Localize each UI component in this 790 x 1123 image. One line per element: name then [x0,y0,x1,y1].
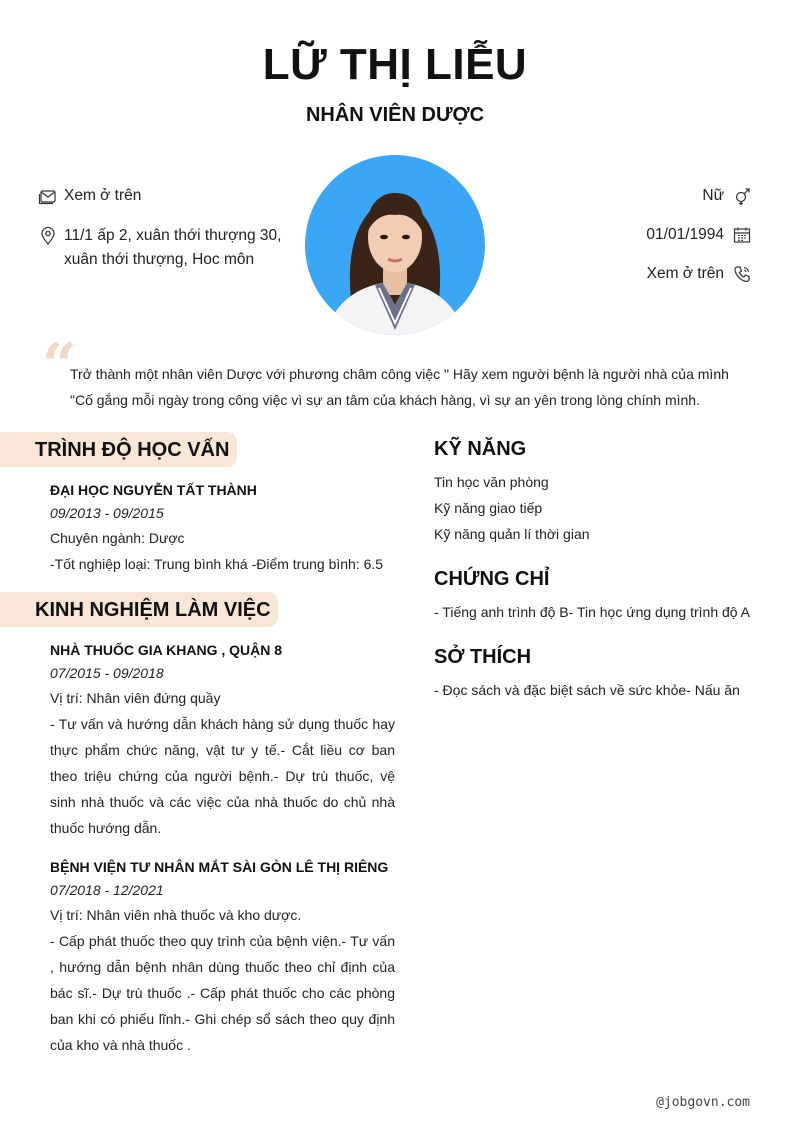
skill-item: Kỹ năng quản lí thời gian [434,526,590,542]
hobbies-heading: SỞ THÍCH [434,646,532,668]
quote-mark-icon: “ [42,331,77,401]
job-company: BỆNH VIỆN TƯ NHÂN MẮT SÀI GÒN LÊ THỊ RIÊNG [50,859,389,875]
job-title: NHÂN VIÊN DƯỢC [305,104,485,126]
skills-heading: KỸ NĂNG [434,438,527,460]
job-description: - Cấp phát thuốc theo quy trình của bệnh viện.- Tư vấn , hướng dẫn bệnh nhân dùng thuốc theo chỉ định của bác sĩ.- Dự trù thuốc .- Cấp phát thuốc cho các phòng ban khi có phiếu lĩnh.- Ghi chép sổ sách theo quy định của kho và nhà thuốc . [50,933,395,1053]
skill-item: Tin học văn phòng [434,474,549,490]
contact-address [38,224,298,272]
certificates-heading: CHỨNG CHỈ [434,568,550,590]
contact-email-text: Xem ở trên [64,187,142,204]
phone-icon [732,264,752,284]
education-school: ĐẠI HỌC NGUYỄN TẤT THÀNH [50,482,257,498]
gender-icon [732,186,752,206]
candidate-name: LỮ THỊ LIỄU [262,40,528,89]
contact-dob-text: 01/01/1994 [646,226,724,243]
contact-phone [647,262,752,286]
contact-gender [702,184,752,208]
contact-email [38,184,141,208]
contact-phone-text: Xem ở trên [646,265,724,282]
calendar-icon [732,225,752,245]
job-period: 07/2018 - 12/2021 [50,882,164,898]
contact-gender-text: Nữ [702,187,724,204]
mail-icon [38,186,58,206]
experience-heading: KINH NGHIỆM LÀM VIỆC [0,592,278,627]
job-period: 07/2015 - 09/2018 [50,665,164,681]
hobbies-text: - Đọc sách và đặc biệt sách về sức khỏe- Nấu ăn [434,682,740,698]
education-heading: TRÌNH ĐỘ HỌC VẤN [0,432,237,467]
profile-photo [305,155,485,335]
job-description: - Tư vấn và hướng dẫn khách hàng sử dụng thuốc hay thực phẩm chức năng, vật tư y tế.- Cắt liều cơ ban theo triệu chứng của người bệnh.- Dự trù thuốc, vệ sinh nhà thuốc và các việc của nhà thuốc do chủ nhà thuốc hướng dẫn. [50,716,395,836]
education-major: Chuyên ngành: Dược [50,530,185,546]
location-pin-icon [38,226,58,246]
contact-address-text: 11/1 ấp 2, xuân thới thượng 30, xuân thới thượng, Hoc môn [64,227,282,268]
job-position: Vị trí: Nhân viên đứng quầy [50,690,221,706]
education-period: 09/2013 - 09/2015 [50,505,164,521]
career-objective: Trở thành một nhân viên Dược với phương châm công việc " Hãy xem người bệnh là người nhà của mình "Cố gắng mỗi ngày trong công việc vì sự an tâm của khách hàng, vì sự an yên trong lòng chính mình. [70,366,729,408]
contact-dob [646,223,752,247]
skill-item: Kỹ năng giao tiếp [434,500,543,516]
education-note: -Tốt nghiệp loại: Trung bình khá -Điểm trung bình: 6.5 [50,556,384,572]
job-position: Vị trí: Nhân viên nhà thuốc và kho dược. [50,907,302,923]
certificates-text: - Tiếng anh trình độ B- Tin học ứng dụng trình độ A [434,604,751,620]
footer-watermark[interactable]: @jobgovn.com [656,1095,750,1110]
job-company: NHÀ THUỐC GIA KHANG , QUẬN 8 [50,642,283,658]
portrait-image [305,155,485,335]
